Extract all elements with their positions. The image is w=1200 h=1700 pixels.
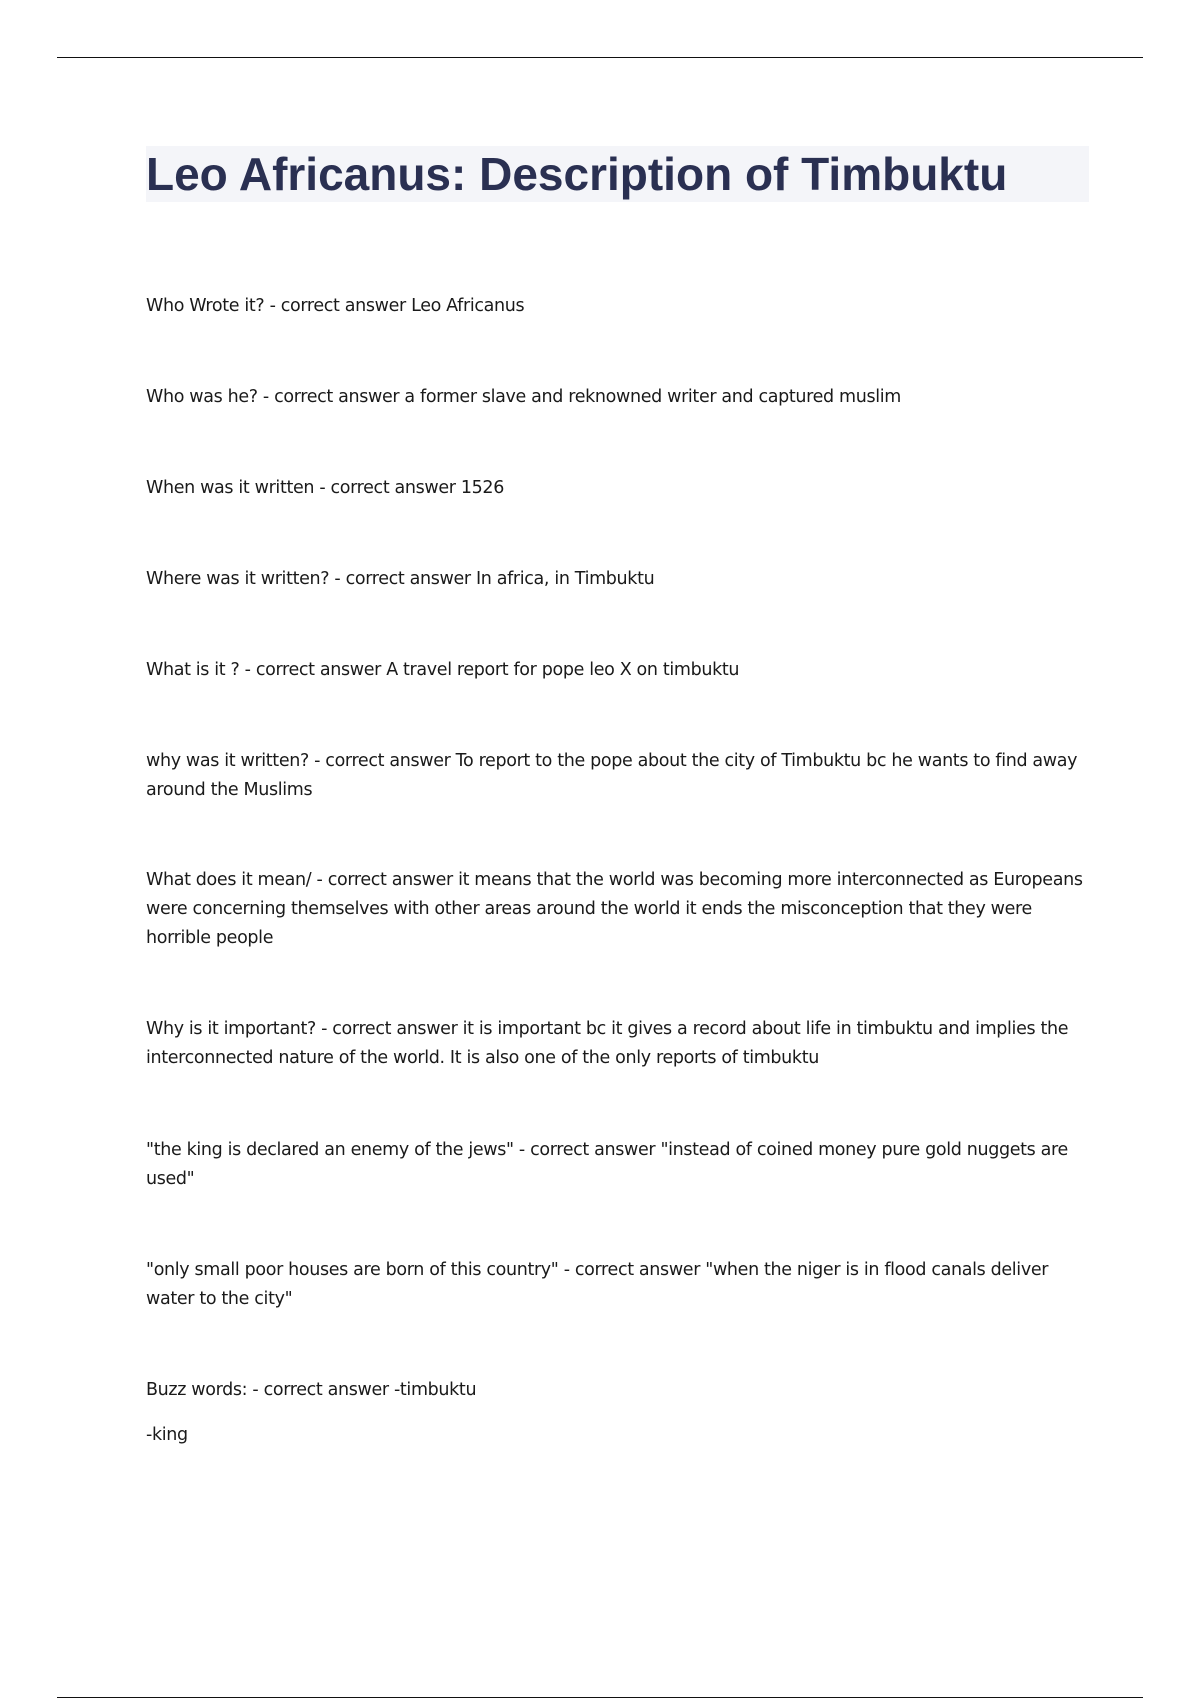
qa-buzz-word-king: -king (146, 1425, 188, 1445)
qa-who-wrote: Who Wrote it? - correct answer Leo Africanus (146, 296, 525, 316)
qa-what-is-it: What is it ? - correct answer A travel report for pope leo X on timbuktu (146, 660, 740, 680)
qa-what-does-it-mean: What does it mean/ - correct answer it means that the world was becoming more interconnected as Europeans were concerning themselves with other areas around the world it ends the misconception that they were horrible people (146, 870, 1083, 948)
qa-where-written: Where was it written? - correct answer In africa, in Timbuktu (146, 569, 655, 589)
qa-when-written: When was it written - correct answer 1526 (146, 478, 505, 498)
qa-buzz-words: Buzz words: - correct answer -timbuktu (146, 1380, 477, 1400)
page-title: Leo Africanus: Description of Timbuktu (146, 148, 1008, 200)
qa-king-quote: "the king is declared an enemy of the jews" - correct answer "instead of coined money pure gold nuggets are used" (146, 1140, 1068, 1189)
qa-houses-quote: "only small poor houses are born of this country" - correct answer "when the niger is in flood canals deliver water to the city" (146, 1260, 1049, 1309)
qa-who-was-he: Who was he? - correct answer a former slave and reknowned writer and captured muslim (146, 387, 901, 407)
header-rule (57, 57, 1143, 58)
footer-rule (57, 1697, 1143, 1698)
qa-why-important: Why is it important? - correct answer it is important bc it gives a record about life in timbuktu and implies the interconnected nature of the world. It is also one of the only reports of timbuktu (146, 1019, 1069, 1068)
qa-why-written: why was it written? - correct answer To report to the pope about the city of Timbuktu bc he wants to find away around the Muslims (146, 751, 1078, 800)
